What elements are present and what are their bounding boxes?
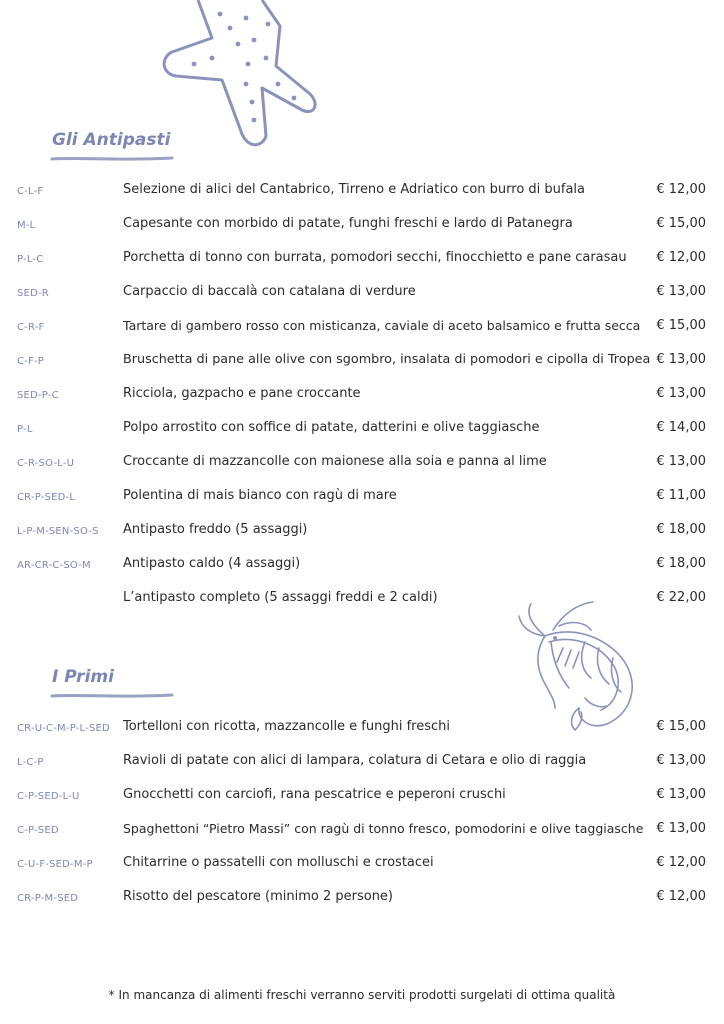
dish-price: € 18,00 — [656, 556, 706, 571]
menu-item — [0, 787, 724, 807]
allergen-code: L-P-M-SEN-SO-S — [17, 526, 99, 537]
allergen-code: C-L-F — [17, 186, 44, 197]
menu-item — [0, 855, 724, 875]
antipasti-underline — [50, 155, 175, 163]
dish-name: Ravioli di patate con alici di lampara, colatura di Cetara e olio di raggia — [123, 753, 587, 768]
dish-price: € 18,00 — [656, 522, 706, 537]
menu-item — [0, 352, 724, 372]
dish-name: Polentina di mais bianco con ragù di mare — [123, 488, 397, 503]
dish-price: € 13,00 — [656, 454, 706, 469]
allergen-code: CR-U-C-M-P-L-SED — [17, 723, 110, 734]
primi-underline — [50, 692, 175, 700]
menu-item — [0, 182, 724, 202]
dish-name: Antipasto caldo (4 assaggi) — [123, 556, 301, 571]
allergen-code: C-F-P — [17, 356, 44, 367]
menu-item — [0, 719, 724, 739]
allergen-code: C-R-F — [17, 322, 45, 333]
dish-name: Porchetta di tonno con burrata, pomodori secchi, finocchietto e pane carasau — [123, 250, 627, 265]
dish-name: Gnocchetti con carciofi, rana pescatrice e peperoni cruschi — [123, 787, 506, 802]
dish-price: € 13,00 — [656, 386, 706, 401]
dish-name: Tortelloni con ricotta, mazzancolle e funghi freschi — [123, 719, 451, 734]
dish-name: Spaghettoni “Pietro Massi” con ragù di tonno fresco, pomodorini e olive taggiasche — [123, 821, 644, 836]
allergen-code: CR-P-M-SED — [17, 893, 79, 904]
dish-name: Risotto del pescatore (minimo 2 persone) — [123, 889, 394, 904]
dish-price: € 12,00 — [656, 182, 706, 197]
menu-item — [0, 522, 724, 542]
dish-price: € 12,00 — [656, 855, 706, 870]
allergen-code: SED-R — [17, 288, 49, 299]
allergen-code: SED-P-C — [17, 390, 59, 401]
dish-price: € 15,00 — [656, 216, 706, 231]
dish-name: Antipasto freddo (5 assaggi) — [123, 522, 308, 537]
menu-item — [0, 284, 724, 304]
dish-name: Capesante con morbido di patate, funghi freschi e lardo di Patanegra — [123, 216, 573, 231]
dish-name: Carpaccio di baccalà con catalana di verdure — [123, 284, 416, 299]
menu-item — [0, 454, 724, 474]
dish-price: € 13,00 — [656, 352, 706, 367]
dish-price: € 15,00 — [656, 719, 706, 734]
antipasti-title: Gli Antipasti — [52, 130, 171, 150]
allergen-code: C-U-F-SED-M-P — [17, 859, 93, 870]
starfish-illustration — [150, 0, 330, 150]
menu-item — [0, 250, 724, 270]
allergen-code: C-P-SED — [17, 825, 59, 836]
allergen-code: P-L-C — [17, 254, 44, 265]
allergen-code: P-L — [17, 424, 33, 435]
dish-name: Ricciola, gazpacho e pane croccante — [123, 386, 361, 401]
allergen-code: L-C-P — [17, 757, 44, 768]
dish-price: € 13,00 — [656, 787, 706, 802]
dish-price: € 22,00 — [656, 590, 706, 605]
dish-price: € 13,00 — [656, 284, 706, 299]
menu-item — [0, 420, 724, 440]
allergen-code: CR-P-SED-L — [17, 492, 76, 503]
dish-price: € 12,00 — [656, 250, 706, 265]
menu-item — [0, 556, 724, 576]
dish-name: Bruschetta di pane alle olive con sgombro, insalata di pomodori e cipolla di Tropea — [123, 352, 651, 367]
menu-item — [0, 488, 724, 508]
menu-item — [0, 889, 724, 909]
dish-name: Selezione di alici del Cantabrico, Tirreno e Adriatico con burro di bufala — [123, 182, 586, 197]
allergen-code: C-R-SO-L-U — [17, 458, 75, 469]
primi-title: I Primi — [52, 667, 114, 687]
dish-price: € 14,00 — [656, 420, 706, 435]
menu-item — [0, 753, 724, 773]
dish-price: € 15,00 — [656, 318, 706, 333]
dish-name: Croccante di mazzancolle con maionese alla soia e panna al lime — [123, 454, 547, 469]
menu-item — [0, 821, 724, 841]
menu-item — [0, 216, 724, 236]
menu-item — [0, 386, 724, 406]
allergen-code: C-P-SED-L-U — [17, 791, 80, 802]
dish-name: Chitarrine o passatelli con molluschi e crostacei — [123, 855, 434, 870]
dish-price: € 13,00 — [656, 753, 706, 768]
dish-price: € 11,00 — [656, 488, 706, 503]
dish-name: Tartare di gambero rosso con misticanza, caviale di aceto balsamico e frutta secca — [123, 318, 641, 333]
frozen-products-footnote: * In mancanza di alimenti freschi verranno serviti prodotti surgelati di ottima qualità — [108, 988, 616, 1002]
dish-name: L’antipasto completo (5 assaggi freddi e 2 caldi) — [123, 590, 438, 605]
dish-name: Polpo arrostito con soffice di patate, datterini e olive taggiasche — [123, 420, 540, 435]
allergen-code: AR-CR-C-SO-M — [17, 560, 91, 571]
shrimp-illustration — [515, 596, 645, 736]
menu-item — [0, 318, 724, 338]
dish-price: € 12,00 — [656, 889, 706, 904]
dish-price: € 13,00 — [656, 821, 706, 836]
allergen-code: M-L — [17, 220, 36, 231]
